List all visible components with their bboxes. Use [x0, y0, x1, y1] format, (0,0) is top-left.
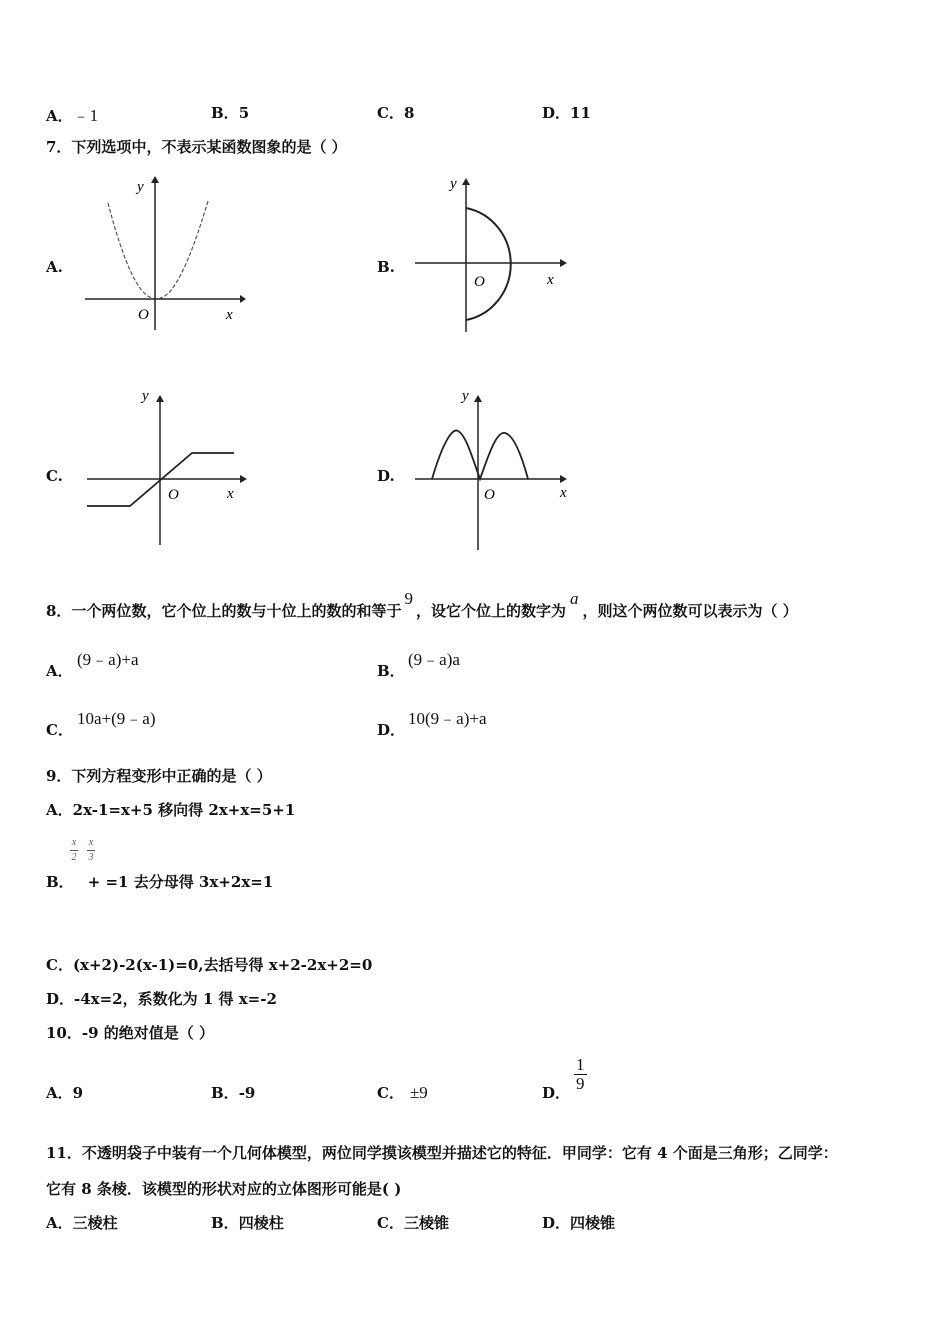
- q6-option-b: B．5: [211, 104, 250, 122]
- q11-option-d: D．四棱锥: [542, 1214, 616, 1232]
- q7-graph-b: [405, 170, 575, 340]
- q10-option-d-letter: D．: [542, 1084, 571, 1102]
- q8-option-c-expr: 10a+(9﹣a): [77, 709, 156, 728]
- q9-b-fraction-2: x 3: [88, 837, 94, 863]
- q10-stem: 10．-9 的绝对值是（ ）: [46, 1024, 214, 1042]
- q8-option-d-letter: D．: [377, 721, 406, 739]
- q7-option-b-label: B.: [377, 258, 395, 276]
- q6-option-c: C．8: [377, 104, 415, 122]
- q11-option-c: C．三棱锥: [377, 1214, 449, 1232]
- q11-stem-line1: 11．不透明袋子中装有一个几何体模型，两位同学摸该模型并描述它的特征．甲同学：它有 4 个面是三角形；乙同学：: [46, 1144, 838, 1162]
- q7-b-origin-label: O: [474, 274, 485, 290]
- q7-stem: 7．下列选项中，不表示某函数图象的是（ ）: [46, 138, 347, 156]
- q7-c-x-label: x: [227, 486, 234, 502]
- q11-option-b: B．四棱柱: [211, 1214, 284, 1232]
- q10-option-d-fraction: $\frac{1}{9}$: [576, 1055, 585, 1093]
- q7-d-y-label: y: [462, 388, 469, 404]
- q10-option-b: B．-9: [211, 1084, 256, 1102]
- q8-option-b-expr: (9﹣a)a: [408, 650, 460, 669]
- q8-sup-a: a: [569, 589, 579, 608]
- q8-option-a-expr: (9﹣a)+a: [77, 650, 139, 669]
- q7-b-x-label: x: [547, 272, 554, 288]
- q7-d-x-label: x: [560, 485, 567, 501]
- q11-stem-line2: 它有 8 条棱．该模型的形状对应的立体图形可能是( ): [46, 1180, 402, 1198]
- q7-option-d-label: D.: [377, 467, 395, 485]
- q7-option-a-label: A.: [46, 258, 63, 276]
- q8-option-a-letter: A．: [46, 662, 73, 680]
- q7-a-y-label: y: [137, 179, 144, 195]
- q8-option-c-letter: C．: [46, 721, 73, 739]
- q9-option-b: B． + =1 去分母得 3x+2x=1: [46, 873, 274, 891]
- q7-c-origin-label: O: [168, 487, 179, 503]
- q9-option-a: A．2x-1=x+5 移向得 2x+x=5+1: [46, 801, 296, 819]
- q9-stem: 9．下列方程变形中正确的是（ ）: [46, 767, 272, 785]
- q8-option-b-letter: B．: [377, 662, 405, 680]
- q9-option-c: C．(x+2)-2(x-1)=0,去括号得 x+2-2x+2=0: [46, 956, 373, 974]
- q7-graph-c: [82, 385, 252, 555]
- q8-sup-9: 9: [404, 589, 413, 608]
- q10-option-a: A．9: [46, 1084, 84, 1102]
- q9-b-fraction-1: x 2: [71, 837, 77, 863]
- q7-d-origin-label: O: [484, 487, 495, 503]
- q7-graph-d: [410, 385, 580, 555]
- q6-option-a: A．﹣1: [46, 106, 99, 125]
- q8-option-d-expr: 10(9﹣a)+a: [408, 709, 487, 728]
- q7-graph-a: [80, 165, 250, 335]
- q7-c-y-label: y: [142, 388, 149, 404]
- q8-stem: 8．一个两位数，它个位上的数与十位上的数的和等于9，设它个位上的数字为a，则这个两位数可以表示为（ ）: [46, 589, 798, 620]
- q7-a-origin-label: O: [138, 307, 149, 323]
- q10-option-c: C． ±9: [377, 1083, 428, 1102]
- q11-option-a: A．三棱柱: [46, 1214, 118, 1232]
- q7-option-c-label: C.: [46, 467, 63, 485]
- q7-b-y-label: y: [450, 176, 457, 192]
- q6-option-d: D．11: [542, 104, 591, 122]
- q7-a-x-label: x: [226, 307, 233, 323]
- q9-option-d: D．-4x=2，系数化为 1 得 x=-2: [46, 990, 277, 1008]
